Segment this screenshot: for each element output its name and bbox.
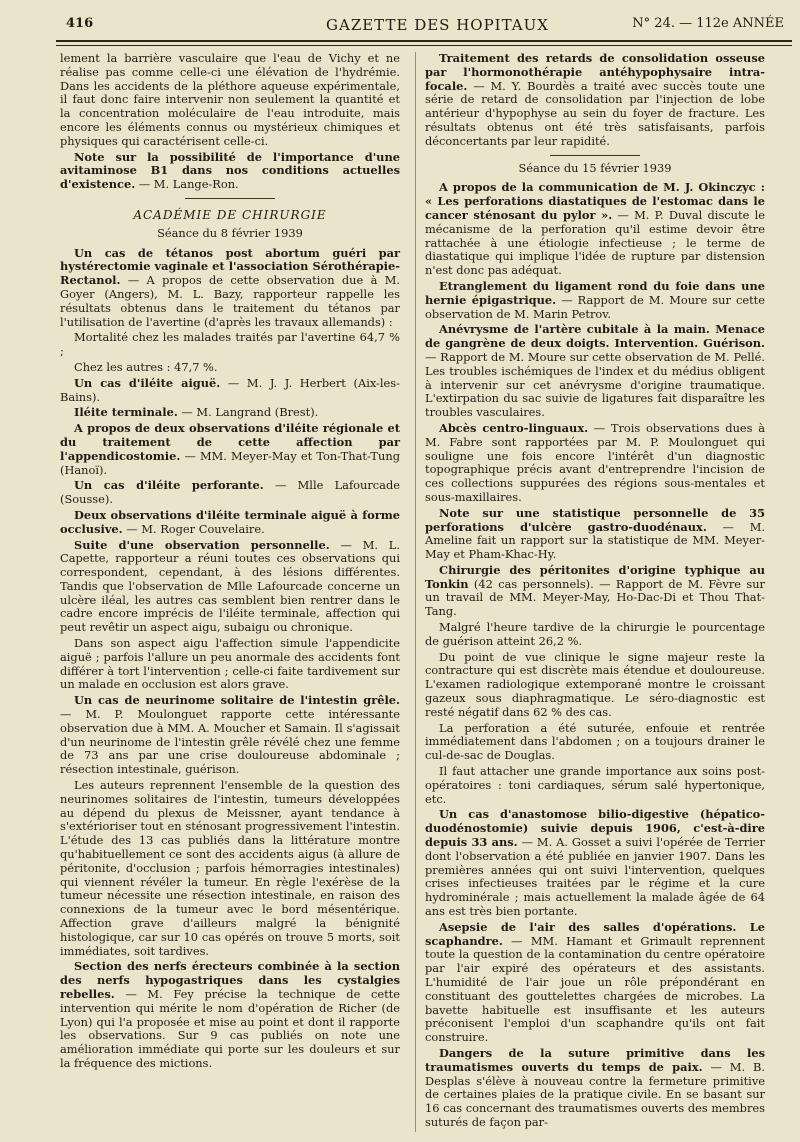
item-title: A propos de deux observations d'iléite régionale et du traitement de cette affection par l'appendicostomie. xyxy=(60,421,400,463)
paragraph xyxy=(60,960,400,1070)
item-text: — Rapport de M. Moure sur cette observation de M. Pellé. Les troubles ischémiques de l'index et du médius obligent à intervenir sur cet anévrysme d'origine traumatique. L'extirpation du sac suivie de ligatures fait disparaître les troubles vasculaires. xyxy=(425,349,765,420)
item-title: Iléite terminale. xyxy=(74,405,178,420)
item-text: — Trois observations dues à M. Fabre sont rapportées par M. P. Moulonguet qui souligne une fois encore l'intérêt d'un diagnostic topographique précis avant d'entreprendre l'incision de ces collections suppurées des régions sous-mentales et sous-maxillaires. xyxy=(425,420,765,504)
item-title: Un cas de neurinome solitaire de l'intestin grêle. xyxy=(74,693,400,708)
item-title: Suite d'une observation personnelle. xyxy=(74,537,330,552)
item-text: — M. A. Gosset a suivi l'opérée de Terrier dont l'observation a été publiée en janvier 1907. Dans les premières années qui ont suivi l'intervention, quelques crises infectieuses traitées par le régime et la cure hydrominérale ; mais actuellement la malade âgée de 64 ans est très bien portante. xyxy=(425,835,765,919)
item-text: — Mlle Lafourcade (Sousse). xyxy=(60,478,400,507)
paragraph xyxy=(60,422,400,477)
paragraph xyxy=(60,694,400,777)
item-text: — Rapport de M. Moure sur cette observation de M. Marin Petrov. xyxy=(425,292,765,321)
paragraph: Il faut attacher une grande importance aux soins post-opératoires : toni cardiaques, sérum salé hypertonique, etc. xyxy=(425,764,765,806)
paragraph xyxy=(425,921,765,1045)
item-text: — M. B. Desplas s'élève à nouveau contre la fermeture primitive de certaines plaies de la pratique civile. En se basant sur 16 cas concernant des traumatismes ouverts des membres suturés de façon par- xyxy=(425,1059,765,1129)
paragraph xyxy=(60,377,400,405)
item-text: — MM. Hamant et Grimault reprennent toute la question de la contamination du centre opératoire par l'air expiré des opérateurs et des assistants. L'humidité de l'air joue un rôle prépondérant en constituant des gouttelettes chargées de microbes. La bavette habituelle est insuffisante et les auteurs préconisent l'emploi d'un scaphandre qu'ils ont fait construire. xyxy=(425,933,765,1045)
item-title: Deux observations d'iléite terminale aiguë à forme occlusive. xyxy=(60,507,400,536)
column-divider xyxy=(415,52,416,1132)
item-title: Dangers de la suture primitive dans les traumatismes ouverts du temps de paix. xyxy=(425,1045,765,1074)
item-text: — M. Langrand (Brest). xyxy=(177,405,319,420)
paragraph xyxy=(425,422,765,505)
journal-title: GAZETTE DES HOPITAUX xyxy=(326,16,549,34)
paragraph xyxy=(60,247,400,330)
paragraph xyxy=(60,406,400,420)
item-text: — MM. Meyer-May et Ton-That-Tung (Hanoï). xyxy=(60,448,400,477)
item-text: — M. Ameline fait un rapport sur la statistique de MM. Meyer-May et Pham-Khac-Hy. xyxy=(425,519,766,562)
paragraph: Du point de vue clinique le signe majeur reste la contracture qui est discrète mais étendue et douloureuse. L'examen radiologique extemporané montre le croissant gazeux sous diaphragmatique. Le séro-diagnostic est resté négatif dans 62 % des cas. xyxy=(425,649,765,719)
paragraph: La perforation a été suturée, enfouie et rentrée immédiatement dans l'abdomen ; on a toujours drainer le cul-de-sac de Douglas. xyxy=(425,720,765,763)
item-title: Etranglement du ligament rond du foie dans une hernie épigastrique. xyxy=(425,278,765,307)
item-title: A propos de la communication de M. J. Okinczyc : « Les perforations diastatiques de l'estomac dans le cancer sténosant du pylor ». xyxy=(425,180,765,222)
item-text: — M. Lange-Ron. xyxy=(135,177,239,192)
item-title: Traitement des retards de consolidation osseuse par l'hormonothérapie antéhypophysaire intra-focale. xyxy=(425,51,765,93)
paragraph xyxy=(425,323,765,420)
item-text: — M. Roger Couvelaire. xyxy=(122,521,265,536)
separator-rule xyxy=(550,155,640,156)
paragraph: lement la barrière vasculaire que l'eau de Vichy et ne réalise pas comme celle-ci une élévation de l'hydrémie. Dans les accidents de la pléthore aqueuse expérimentale, il faut donc faire intervenir non seulement la quantité et la concentration moléculaire de l'eau introduite, mais encore les éléments connus ou mystérieux chimiques et physiques qui caractérisent celle-ci. xyxy=(60,51,400,148)
paragraph xyxy=(425,808,765,918)
item-text: — M. P. Moulonguet rapporte cette intéressante observation due à MM. A. Moucher et Samain. Il s'agissait d'un neurinome de l'intestin grêle révélé chez une femme de 73 ans par une crise douloureuse abdominale ; résection intestinale, guérison. xyxy=(60,707,400,777)
paragraph: Chez les autres : 47,7 %. xyxy=(74,359,218,374)
paragraph xyxy=(425,181,765,278)
item-title: Anévrysme de l'artère cubitale à la main. Menace de gangrène de deux doigts. Intervention. Guérison. xyxy=(425,322,765,351)
paragraph xyxy=(60,539,400,636)
paragraph xyxy=(60,509,400,537)
paragraph: Mortalité chez les malades traités par l'avertine 64,7 % ; xyxy=(60,330,400,359)
paragraph: Les auteurs reprennent l'ensemble de la question des neurinomes solitaires de l'intestin, tumeurs développées au dépend du plexus de Meissner, ayant tendance à s'extérioriser tout en sténosant progressivement l'intestin. L'étude des 13 cas publiés dans la littérature montre qu'habituellement ce sont des accidents aigus (à allure de péritonite, d'occlusion ; parfois hémorragies intestinales) qui viennent révéler la tumeur. En règle l'exérèse de la tumeur nécessite une résection intestinale, en raison des connexions de la tumeur avec le bord mésentérique. Affection grave d'ailleurs malgré la bénignité histologique, car sur 10 cas opérés on trouve 5 morts, soit immédiates, soit tardives. xyxy=(60,778,400,958)
item-text: — A propos de cette observation due à M. Goyer (Angers), M. L. Bazy, rapporteur rappelle les résultats obtenus dans le traitement du tétanos par l'utilisation de l'avertine (d'après les travaux allemands) : xyxy=(60,273,400,329)
item-text: (42 cas personnels). — Rapport de M. Fèvre sur un travail de MM. Meyer-May, Ho-Dac-Di et Thou That-Tang. xyxy=(425,576,765,619)
paragraph xyxy=(425,280,765,321)
item-title: Abcès centro-linguaux. xyxy=(439,420,589,435)
paragraph xyxy=(425,52,765,149)
item-title: Un cas d'anastomose bilio-digestive (hépatico-duodénostomie) suivie depuis 1906, c'est-à-dire depuis 33 ans. xyxy=(425,807,765,850)
item-title: Section des nerfs érecteurs combinée à la section des nerfs hypogastriques dans les cystalgies rebelles. xyxy=(60,959,400,1001)
item-text: — M. Y. Bourdès a traité avec succès toute une série de retard de consolidation par l'injection de lobe antérieur d'hypophyse au sein du foyer de fracture. Les résultats obtenus ont été très satisfaisants, parfois déconcertants par leur rapidité. xyxy=(425,78,765,148)
left-column xyxy=(60,52,400,1073)
paragraph xyxy=(425,507,765,562)
item-text: — M. Fey précise la technique de cette intervention qui mérite le nom d'opération de Richer (de Lyon) qui l'a proposée et mise au point et dont il rapporte les observations. Sur 9 cas publiés on note une amélioration immédiate qui porte sur les douleurs et sur la fréquence des mictions. xyxy=(60,987,400,1070)
item-title: Un cas de tétanos post abortum guéri par hystérectomie vaginale et l'association Sérothérapie-Rectanol. xyxy=(60,245,400,288)
item-title: Chirurgie des péritonites d'origine typhique au Tonkin xyxy=(425,562,765,591)
item-title: Note sur une statistique personnelle de 35 perforations d'ulcère gastro-duodénaux. xyxy=(425,505,765,534)
header-rule xyxy=(56,40,792,46)
item-text: — M. J. J. Herbert (Aix-les-Bains). xyxy=(60,375,400,404)
page-number: 416 xyxy=(66,16,94,31)
issue-number: N° 24. — 112e ANNÉE xyxy=(632,16,784,31)
paragraph xyxy=(425,1047,765,1130)
paragraph xyxy=(60,479,400,507)
paragraph: Malgré l'heure tardive de la chirurgie le pourcentage de guérison atteint 26,2 %. xyxy=(425,620,765,648)
item-title: Note sur la possibilité de l'importance d'une avitaminose B1 dans nos conditions actuelles d'existence. xyxy=(60,149,400,192)
item-text: — M. P. Duval discute le mécanisme de la perforation qu'il estime devoir être rattachée à une étiologie infectieuse ; le terme de diastatique qui implique l'idée de rupture par distension n'est donc pas adéquat. xyxy=(425,207,765,278)
item-title: Asepsie de l'air des salles d'opérations. Le scaphandre. xyxy=(425,919,765,948)
page-header xyxy=(56,16,792,38)
paragraph xyxy=(60,151,400,192)
session-heading: Séance du 15 février 1939 xyxy=(518,160,672,175)
item-title: Un cas d'iléite aiguë. xyxy=(74,375,221,390)
paragraph xyxy=(425,564,765,619)
right-column xyxy=(425,52,765,1132)
session-heading: Séance du 8 février 1939 xyxy=(157,225,303,240)
item-title: Un cas d'iléite perforante. xyxy=(74,478,264,493)
separator-rule xyxy=(185,198,275,199)
section-heading: ACADÉMIE DE CHIRURGIE xyxy=(133,207,327,222)
paragraph: Dans son aspect aigu l'affection simule l'appendicite aiguë ; parfois l'allure un peu anormale des accidents font différer à tort l'intervention ; celle-ci faite tardivement sur un malade en occlusion est alors grave. xyxy=(60,636,400,692)
item-text: — M. L. Capette, rapporteur a réuni toutes ces observations qui correspondent, cependant, à des lésions différentes. Tandis que l'observation de Mlle Lafourcade concerne un ulcère iléal, les autres cas semblent bien rentrer dans le cadre encore imprécis de l'iléite terminale, affection qui peut revêtir un aspect aigu, subaigu ou chronique. xyxy=(60,537,400,635)
